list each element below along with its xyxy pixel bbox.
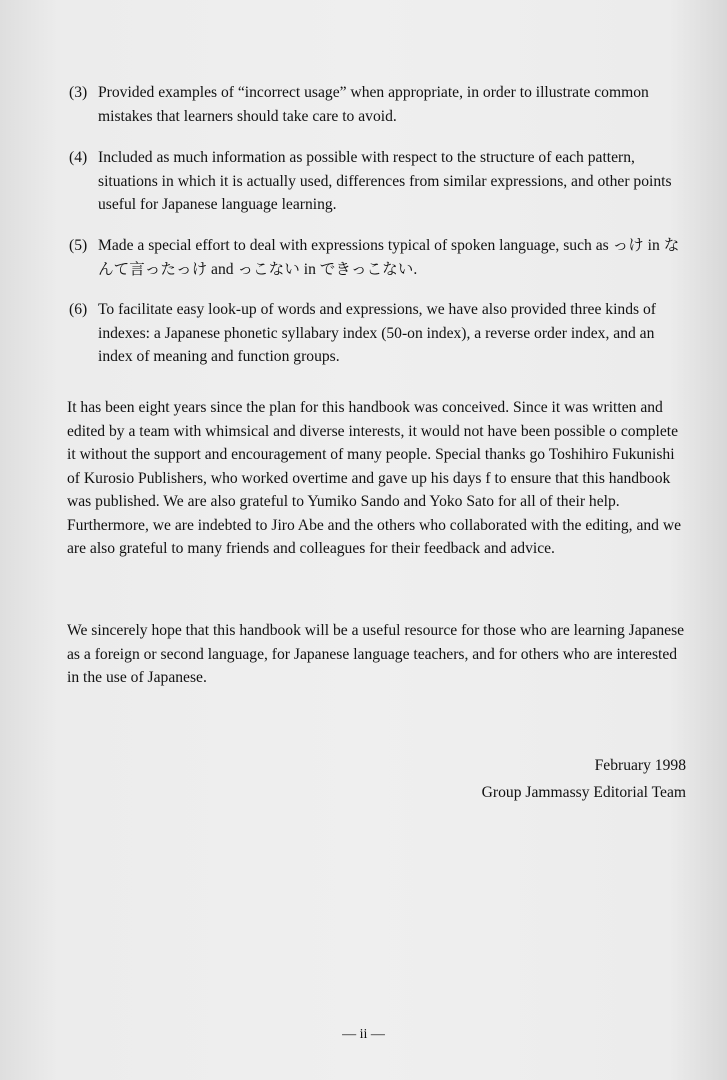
item-text: To facilitate easy look-up of words and expressions, we have also provided three kinds of indexes: a Japanese phonetic syllabary index (50-on index), a reverse order index, and an index of meaning and function groups. (98, 301, 656, 365)
item-text: Included as much information as possible with respect to the structure of each pattern, situations in which it is actually used, differences from similar expressions, and other points useful for Japanese language learning. (98, 149, 672, 213)
list-item-3 (69, 81, 689, 128)
item-text: Made a special effort to deal with expressions typical of spoken language, such as っけ in なんて言ったっけ and っこない in できっこない. (98, 237, 680, 278)
item-number: (6) (69, 301, 88, 318)
item-number: (3) (69, 84, 88, 101)
closing-paragraph: We sincerely hope that this handbook will be a useful resource for those who are learning Japanese as a foreign or second language, for Japanese language teachers, and for others who are interested in the use of Japanese. (67, 622, 685, 686)
item-number: (5) (69, 237, 88, 254)
list-item-6 (69, 298, 689, 369)
list-item-5 (69, 234, 689, 281)
acknowledgements-paragraph: It has been eight years since the plan for this handbook was conceived. Since it was written and edited by a team with whimsical and diverse interests, it would not have been possible o complete it without the support and encouragement of many people. Special thanks go Toshihiro Fukunishi of Kurosio Publishers, who worked overtime and gave up his days f to ensure that this handbook was published. We are also grateful to Yumiko Sando and Yoko Sato for all of their help. Furthermore, we are indebted to Jiro Abe and the others who collaborated with the editing, and we are also grateful to many friends and colleagues for their feedback and advice. (67, 399, 682, 557)
item-text: Provided examples of “incorrect usage” when appropriate, in order to illustrate common mistakes that learners should take care to avoid. (98, 84, 649, 125)
page-number: — ii — (342, 1027, 385, 1042)
list-item-4 (69, 146, 689, 217)
signature-team: Group Jammassy Editorial Team (481, 784, 686, 801)
signature-date: February 1998 (594, 757, 686, 774)
item-number: (4) (69, 149, 88, 166)
